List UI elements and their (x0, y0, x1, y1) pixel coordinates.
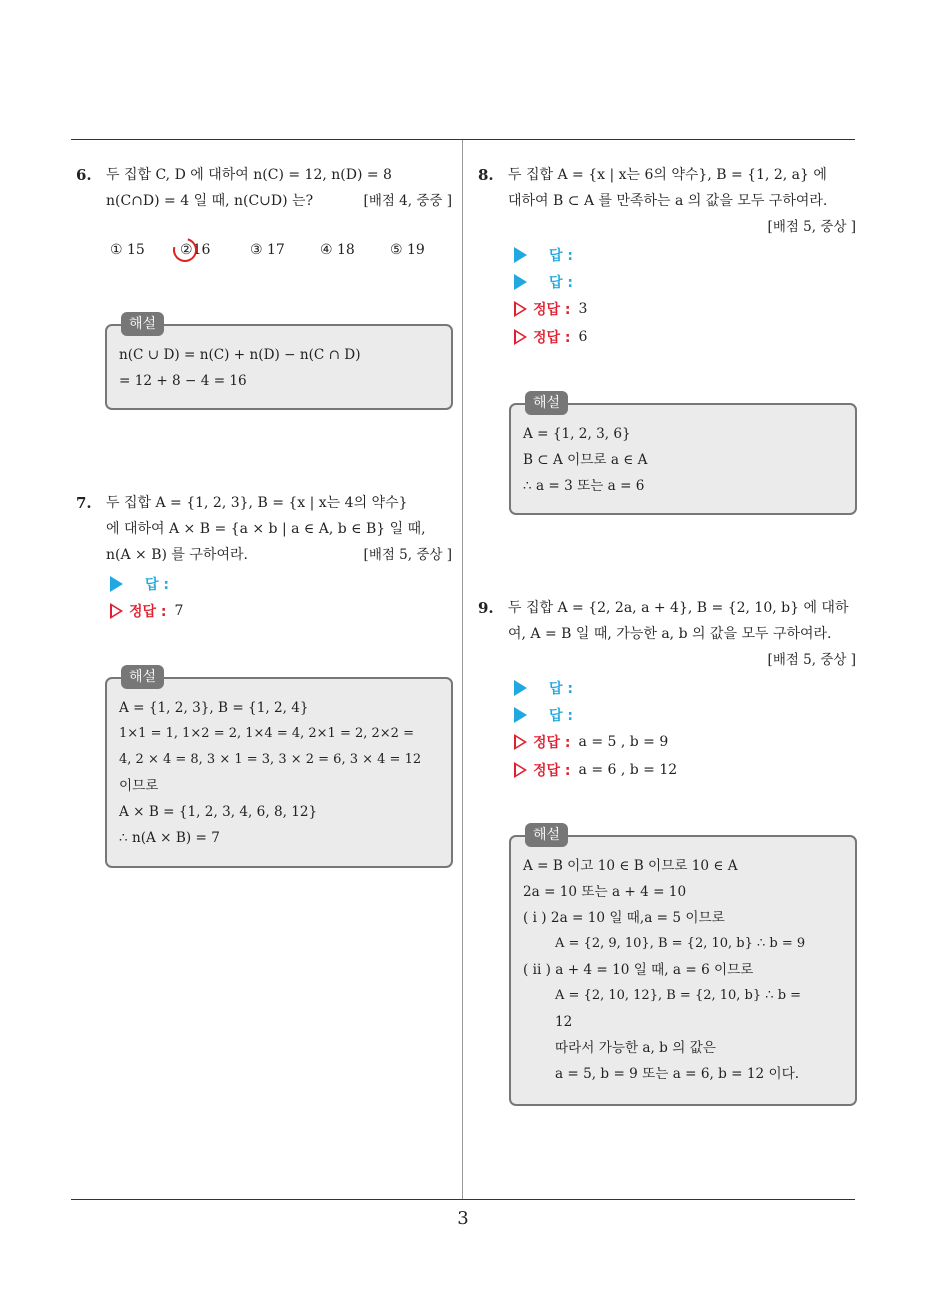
solution-line: A × B = {1, 2, 3, 4, 6, 8, 12} (119, 804, 318, 820)
choice-4[interactable] (320, 242, 390, 258)
question-number: 6. (76, 166, 92, 184)
solution-tag: 해설 (525, 823, 568, 847)
choice-3[interactable] (250, 242, 320, 258)
answer-label: 답 : (549, 681, 573, 697)
choice-value: 17 (267, 242, 285, 258)
correct-answer-row (514, 759, 677, 781)
solution-box-8 (509, 395, 857, 515)
answer-row[interactable] (514, 244, 573, 266)
answer-row[interactable] (514, 271, 573, 293)
outline-triangle-icon (514, 301, 527, 317)
choice-mark: ④ (320, 242, 333, 258)
solution-line: B ⊂ A 이므로 a ∈ A (523, 452, 648, 468)
choice-2[interactable] (180, 242, 250, 258)
answer-choices (110, 242, 460, 258)
answer-row[interactable] (514, 677, 573, 699)
play-icon (514, 274, 527, 290)
top-rule (71, 139, 855, 140)
grade-label: [배점 5, 중상 ] (363, 547, 452, 563)
outline-triangle-icon (514, 329, 527, 345)
question-line: 여, A = B 일 때, 가능한 a, b 의 값을 모두 구하여라. (508, 626, 832, 642)
solution-box-6 (105, 316, 453, 410)
question-number: 9. (478, 599, 494, 617)
play-icon (110, 576, 123, 592)
choice-mark: ③ (250, 242, 263, 258)
choice-value: 18 (337, 242, 355, 258)
choice-mark: ② (180, 242, 193, 258)
solution-line: ∴ n(A × B) = 7 (119, 830, 220, 846)
solution-line: 1×1 = 1, 1×2 = 2, 1×4 = 4, 2×1 = 2, 2×2 = (119, 726, 414, 741)
correct-label: 정답 : (533, 330, 571, 346)
solution-line: ( ii ) a + 4 = 10 일 때, a = 6 이므로 (523, 962, 754, 978)
solution-box-7 (105, 669, 453, 868)
question-number: 8. (478, 166, 494, 184)
solution-line: A = {2, 9, 10}, B = {2, 10, b} ∴ b = 9 (555, 936, 806, 951)
answer-label: 답 : (145, 577, 169, 593)
question-9 (478, 595, 858, 675)
question-line: 에 대하여 A × B = {a × b | a ∈ A, b ∈ B} 일 때, (106, 521, 426, 537)
outline-triangle-icon (514, 734, 527, 750)
choice-1[interactable] (110, 242, 180, 258)
correct-label: 정답 : (533, 763, 571, 779)
question-7 (76, 490, 456, 570)
play-icon (514, 247, 527, 263)
correct-value: a = 6 , b = 12 (578, 762, 678, 778)
solution-line: A = {1, 2, 3, 6} (523, 426, 631, 442)
correct-answer-row (110, 600, 183, 622)
solution-line: a = 5, b = 9 또는 a = 6, b = 12 이다. (555, 1066, 800, 1082)
solution-line: 12 (555, 1014, 573, 1030)
correct-label: 정답 : (533, 735, 571, 751)
bottom-rule (71, 1199, 855, 1200)
grade-label: [배점 5, 중상 ] (767, 219, 856, 235)
answer-row[interactable] (110, 573, 169, 595)
correct-value: 3 (578, 301, 588, 317)
solution-line: A = B 이고 10 ∈ B 이므로 10 ∈ A (523, 858, 738, 874)
solution-line: A = {1, 2, 3}, B = {1, 2, 4} (119, 700, 309, 716)
solution-tag: 해설 (121, 665, 164, 689)
choice-5[interactable] (390, 242, 460, 258)
play-icon (514, 707, 527, 723)
answer-row[interactable] (514, 704, 573, 726)
answer-label: 답 : (549, 275, 573, 291)
solution-line: = 12 + 8 − 4 = 16 (119, 373, 247, 389)
page-number: 3 (457, 1208, 469, 1229)
grade-label: [배점 5, 중상 ] (767, 652, 856, 668)
play-icon (514, 680, 527, 696)
correct-answer-row (514, 731, 668, 753)
choice-value: 15 (127, 242, 145, 258)
choice-mark: ① (110, 242, 123, 258)
correct-answer-row (514, 298, 587, 320)
solution-box-9 (509, 827, 857, 1106)
solution-line: n(C ∪ D) = n(C) + n(D) − n(C ∩ D) (119, 347, 361, 363)
question-line: 두 집합 A = {1, 2, 3}, B = {x | x는 4의 약수} (106, 495, 408, 511)
choice-value: 16 (192, 242, 211, 258)
solution-tag: 해설 (121, 312, 164, 336)
correct-label: 정답 : (129, 604, 167, 620)
correct-value: 7 (174, 603, 184, 619)
question-line: 두 집합 A = {x | x는 6의 약수}, B = {1, 2, a} 에 (508, 167, 827, 183)
grade-label: [배점 4, 중중 ] (363, 193, 452, 209)
answer-label: 답 : (549, 708, 573, 724)
solution-line: 2a = 10 또는 a + 4 = 10 (523, 884, 687, 900)
solution-line: ∴ a = 3 또는 a = 6 (523, 478, 645, 494)
correct-answer-row (514, 326, 587, 348)
solution-line: 따라서 가능한 a, b 의 값은 (555, 1040, 716, 1056)
solution-line: 이므로 (119, 778, 159, 794)
question-line: n(A × B) 를 구하여라. (106, 547, 248, 563)
solution-line: A = {2, 10, 12}, B = {2, 10, b} ∴ b = (555, 988, 802, 1003)
column-divider (462, 140, 463, 1200)
solution-line: ( i ) 2a = 10 일 때,a = 5 이므로 (523, 910, 725, 926)
solution-tag: 해설 (525, 391, 568, 415)
choice-mark: ⑤ (390, 242, 403, 258)
outline-triangle-icon (110, 603, 123, 619)
question-line: 두 집합 C, D 에 대하여 n(C) = 12, n(D) = 8 (106, 167, 392, 183)
selected-answer-circle (169, 234, 202, 267)
question-number: 7. (76, 494, 92, 512)
question-line: n(C∩D) = 4 일 때, n(C∪D) 는? (106, 193, 314, 209)
correct-value: 6 (578, 329, 588, 345)
answer-label: 답 : (549, 248, 573, 264)
solution-line: 4, 2 × 4 = 8, 3 × 1 = 3, 3 × 2 = 6, 3 × 4 = 12 (119, 752, 422, 767)
question-line: 두 집합 A = {2, 2a, a + 4}, B = {2, 10, b} 에 대하 (508, 600, 849, 616)
choice-value: 19 (407, 242, 425, 258)
question-8 (478, 162, 858, 242)
correct-label: 정답 : (533, 302, 571, 318)
correct-value: a = 5 , b = 9 (578, 734, 669, 750)
question-line: 대하여 B ⊂ A 를 만족하는 a 의 값을 모두 구하여라. (508, 193, 828, 209)
outline-triangle-icon (514, 762, 527, 778)
